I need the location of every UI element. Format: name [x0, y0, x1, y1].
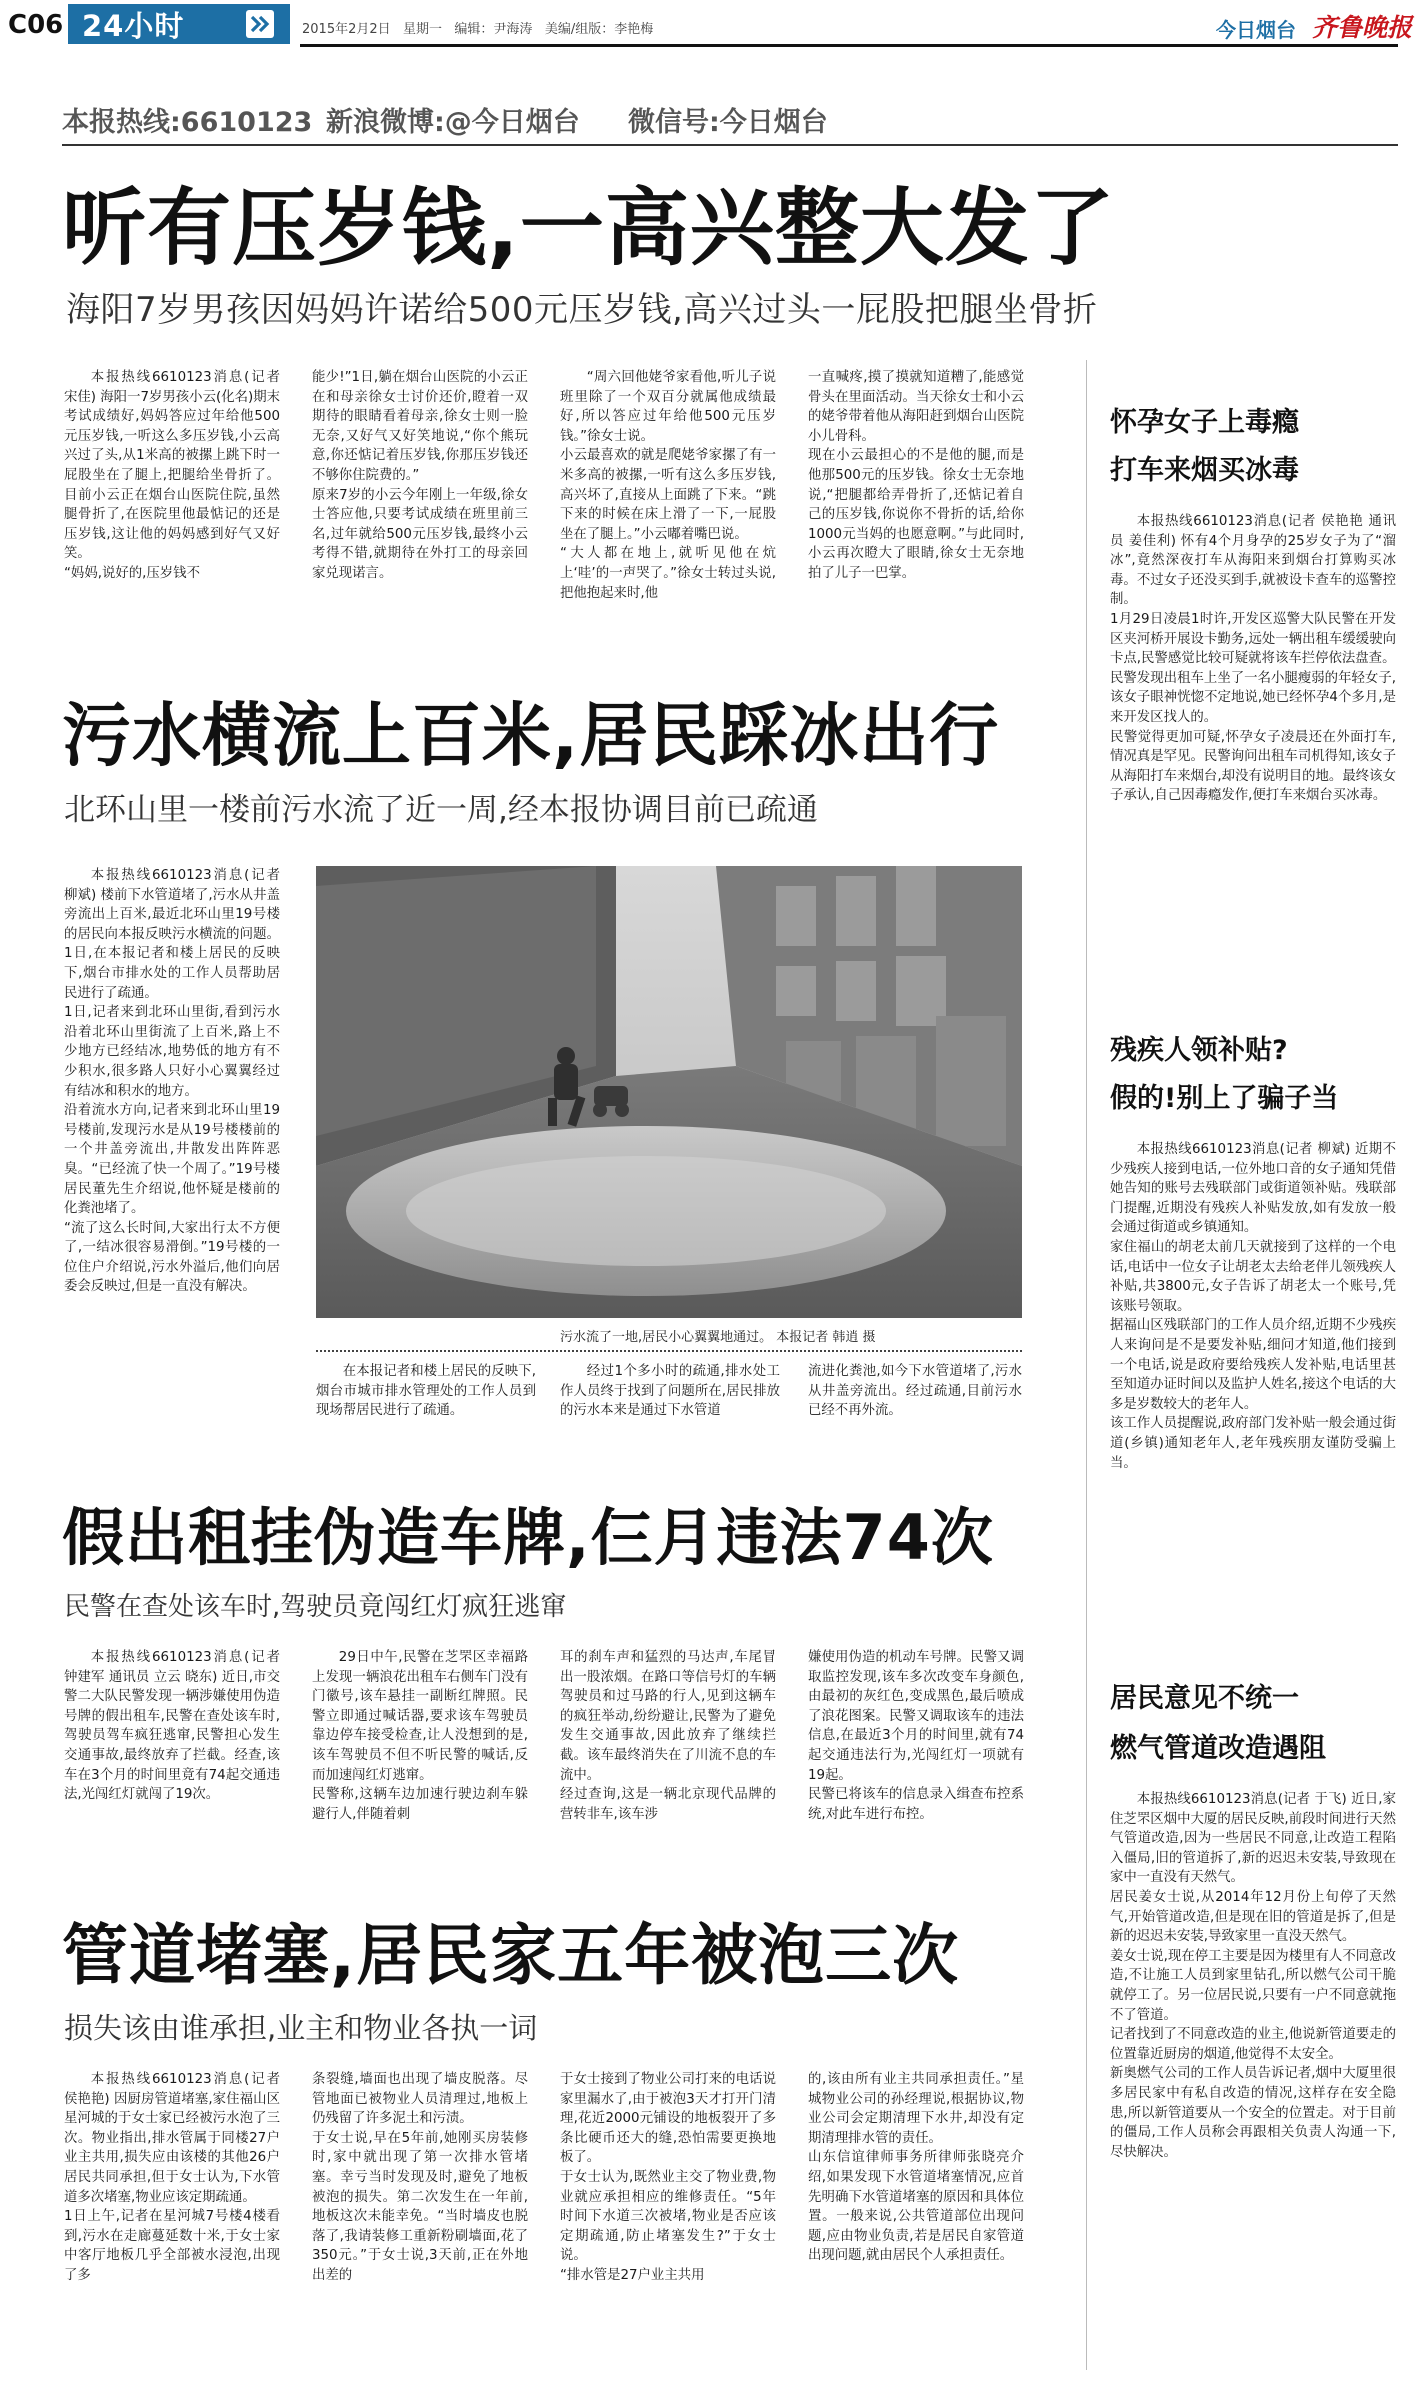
story2-headline: 污水横流上百米,居民踩冰出行: [62, 696, 1000, 776]
story3-col1-text: 本报热线6610123消息(记者 钟建军 通讯员 立云 晓东) 近日,市交警二大队民警发现一辆涉嫌使用伪造号牌的假出租车,民警在查处该车时,驾驶员驾车疯狂逃窜,民警担心发生交通事故,最终放弃了拦截。经查,该车在3个月的时间里竟有74起交通违法,光闯红灯就闯了19次。: [64, 1650, 280, 1803]
story3-col2: [312, 1648, 528, 1884]
story4-col2-text: 条裂缝,墙面也出现了墙皮脱落。尽管地面已被物业人员清理过,地板上仍残留了许多泥土和污渍。 于女士说,早在5年前,她刚买房装修时,家中就出现了第一次排水管堵塞。幸亏当时发现及时,避免了地板被泡的损失。第二次发生在一年前,地板这次未能幸免。“当时墙皮也脱落了,我请装修工重新粉刷墙面,花了350元。”于女士说,3天前,正在外地出差的: [312, 2072, 528, 2283]
story3-col2-text: 29日中午,民警在芝罘区幸福路上发现一辆浪花出租车右侧车门没有门徽号,该车悬挂一副断红牌照。民警立即通过喊话器,要求该车驾驶员靠边停车接受检查,让人没想到的是,该车驾驶员不但不听民警的喊话,反而加速闯红灯逃窜。 民警称,这辆车边加速行驶边刹车躲避行人,伴随着刺: [312, 1650, 528, 1822]
header-rule: [300, 44, 1398, 47]
side3-body: [1110, 1790, 1396, 2370]
side2-title-line1: 残疾人领补贴?: [1110, 1035, 1288, 1066]
story3-col3-text: 耳的刹车声和猛烈的马达声,车尾冒出一股浓烟。在路口等信号灯的车辆驾驶员和过马路的行人,见到这辆车的疯狂举动,纷纷避让,民警为了避免发生交通事故,因此放弃了继续拦截。该车最终消失在了川流不息的车流中。 经过查询,这是一辆北京现代品牌的营转非车,该车涉: [560, 1650, 776, 1822]
story4-col1-text: 本报热线6610123消息(记者 侯艳艳) 因厨房管道堵塞,家住福山区星河城的于女士家已经被污水泡了三次。物业指出,排水管属于同楼27户业主共用,损失应由该楼的其他26户居民共同承担,但于女士认为,下水管道多次堵塞,物业应该定期疏通。 1日上午,记者在星河城7号楼4楼看到,污水在走廊蔓延数十米,于女士家中客厅地板几乎全部被水浸泡,出现了多: [64, 2072, 280, 2283]
story1-col3-text: “周六回他姥爷家看他,听儿子说班里除了一个双百分就属他成绩最好,所以答应过年给他500元压岁钱。”徐女士说。 小云最喜欢的就是爬姥爷家摞了有一米多高的被摞,一听有这么多压岁钱,高兴坏了,直接从上面跳了下来。“跳下来的时候在床上滑了一下,一屁股坐在了腿上。”小云嘟着嘴巴说。 “大人都在地上,就听见他在炕上‘哇’的一声哭了。”徐女士转过头说,把他抱起来时,他: [560, 370, 776, 601]
photo-caption: 污水流了一地,居民小心翼翼地通过。 本报记者 韩逍 摄: [560, 1330, 876, 1345]
section-label: 24小时: [82, 8, 185, 43]
story4-subhead: 损失该由谁承担,业主和物业各执一词: [64, 2011, 538, 2045]
story2-col2-text: 在本报记者和楼上居民的反映下,烟台市城市排水管理处的工作人员到现场帮居民进行了疏通。: [316, 1364, 536, 1419]
story3-subhead: 民警在查处该车时,驾驶员竟闯红灯疯狂逃窜: [64, 1592, 567, 1622]
story3-col3: [560, 1648, 776, 1884]
story2-col2: [316, 1362, 536, 1458]
story3-col1: [64, 1648, 280, 1884]
story4-headline: 管道堵塞,居民家五年被泡三次: [62, 1917, 960, 1994]
story1-col1-text: 本报热线6610123消息(记者 宋佳) 海阳一7岁男孩小云(化名)期末考试成绩好,妈妈答应过年给他500元压岁钱,一听这么多压岁钱,小云高兴过了头,从1米高的被摞上跳下时一屁股坐在了腿上,把腿给坐骨折了。目前小云正在烟台山医院住院,虽然腿骨折了,在医院里他最惦记的还是压岁钱,这让他的妈妈感到好气又好笑。 “妈妈,说好的,压岁钱不: [64, 370, 280, 581]
section-banner: [68, 4, 290, 44]
wechat: 微信号:今日烟台: [628, 107, 828, 138]
story4-col1: [64, 2070, 280, 2370]
story1-col4: [808, 368, 1024, 646]
street-photo: [316, 866, 1022, 1318]
side1-body-text: 本报热线6610123消息(记者 侯艳艳 通讯员 姜佳利) 怀有4个月身孕的25岁女子为了“溜冰”,竟然深夜打车从海阳来到烟台打算购买冰毒。不过女子还没买到手,就被设卡查车的巡警控制。 1月29日凌晨1时许,开发区巡警大队民警在开发区夹河桥开展设卡勤务,远处一辆出租车缓缓驶向卡点,民警感觉比较可疑就将该车拦停依法盘查。 民警发现出租车上坐了一名小腿瘦弱的年轻女子,该女子眼神恍惚不定地说,她已经怀孕4个多月,是来开发区找人的。 民警觉得更加可疑,怀孕女子凌晨还在外面打车,情况真是罕见。民警询问出租车司机得知,该女子从海阳打车来烟台,却没有说明目的地。最终该女子承认,自己因毒瘾发作,便打车来烟台买冰毒。: [1110, 514, 1396, 804]
side3-title-line2: 燃气管道改造遇阻: [1110, 1733, 1326, 1764]
hotline: 本报热线:6610123: [62, 107, 313, 138]
story2-subhead: 北环山里一楼前污水流了近一周,经本报协调目前已疏通: [64, 792, 818, 828]
double-chevron-icon: [246, 10, 274, 38]
story2-col3: [560, 1362, 780, 1458]
side3-body-text: 本报热线6610123消息(记者 于飞) 近日,家住芝罘区烟中大厦的居民反映,前段时间进行天然气管道改造,因为一些居民不同意,让改造工程陷入僵局,旧的管道拆了,新的迟迟未安装,导致现在家中一直没有天然气。 居民姜女士说,从2014年12月份上旬停了天然气,开始管道改造,但是现在旧的管道是拆了,但是新的迟迟未安装,导致家里一直没天然气。 姜女士说,现在停工主要是因为楼里有人不同意改造,不让施工人员到家里钻孔,所以燃气公司干脆就停工了。另一位居民说,只要有一户不同意就拖不了管道。 记者找到了不同意改造的业主,他说新管道要走的位置靠近厨房的烟道,他觉得不太安全。 新奥燃气公司的工作人员告诉记者,烟中大厦里很多居民家中有私自改造的情况,这样存在安全隐患,所以新管道要从一个安全的位置走。对于目前的僵局,工作人员称会再跟相关负责人沟通一下,尽快解决。: [1110, 1792, 1396, 2160]
side1-title-line2: 打车来烟买冰毒: [1110, 455, 1299, 486]
side3-title-line1: 居民意见不统一: [1110, 1683, 1299, 1714]
story4-col3: [560, 2070, 776, 2370]
story1-col3: [560, 368, 776, 646]
story1-col2: [312, 368, 528, 646]
side1-body: [1110, 512, 1396, 958]
story4-col3-text: 于女士接到了物业公司打来的电话说家里漏水了,由于被泡3天才打开门清理,花近2000元铺设的地板裂开了多条比硬币还大的缝,恐怕需要更换地板了。 于女士认为,既然业主交了物业费,物业就应承担相应的维修责任。“5年时间下水道三次被堵,物业是否应该定期疏通,防止堵塞发生?”于女士说。 “排水管是27户业主共用: [560, 2072, 776, 2283]
story2-col4: [808, 1362, 1022, 1458]
side1-title-line1: 怀孕女子上毒瘾: [1110, 407, 1299, 438]
story3-headline: 假出租挂伪造车牌,仨月违法74次: [62, 1501, 994, 1574]
side2-body-text: 本报热线6610123消息(记者 柳斌) 近期不少残疾人接到电话,一位外地口音的女子通知凭借她告知的账号去残联部门或街道领补贴。残联部门提醒,近期没有残疾人补贴发放,如有发放一般会通过街道或乡镇通知。 家住福山的胡老太前几天就接到了这样的一个电话,电话中一位女子让胡老太去给老伴儿领残疾人补贴,共3800元,女子告诉了胡老太一个账号,凭该账号领取。 据福山区残联部门的工作人员介绍,近期不少残疾人来询问是不是要发补贴,细问才知道,他们接到一个电话,说是政府要给残疾人发补贴,电话里甚至知道办证时间以及监护人姓名,接这个电话的大多是岁数较大的老年人。 该工作人员提醒说,政府部门发补贴一般会通过街道(乡镇)通知老年人,老年残疾朋友谨防受骗上当。: [1110, 1142, 1396, 1471]
caption-divider: [316, 1350, 1022, 1352]
side2-title-line2: 假的!别上了骗子当: [1110, 1083, 1339, 1114]
brand-logo: 齐鲁晚报: [1312, 13, 1413, 42]
story1-col2-text: 能少!”1日,躺在烟台山医院的小云正在和母亲徐女士讨价还价,瞪着一双期待的眼睛看着母亲,徐女士则一脸无奈,又好气又好笑地说,“你个熊玩意,你还惦记着压岁钱,你那压岁钱还不够你住院费的。” 原来7岁的小云今年刚上一年级,徐女士答应他,只要考试成绩在班里前三名,过年就给500元压岁钱,最终小云考得不错,就期待在外打工的母亲回家兑现诺言。: [312, 370, 528, 581]
story3-col4: [808, 1648, 1024, 1884]
story1-col4-text: 一直喊疼,摸了摸就知道糟了,能感觉骨头在里面活动。当天徐女士和小云的姥爷带着他从海阳赶到烟台山医院小儿骨科。 现在小云最担心的不是他的腿,而是他那500元的压岁钱。徐女士无奈地说,“把腿都给弄骨折了,还惦记着自己的压岁钱,你说你不骨折的话,给你1000元当妈的也愿意啊。”与此同时,小云再次瞪大了眼睛,徐女士无奈地拍了儿子一巴掌。: [808, 370, 1024, 581]
story1-headline: 听有压岁钱,一高兴整大发了: [62, 179, 1115, 277]
story1-subhead: 海阳7岁男孩因妈妈许诺给500元压岁钱,高兴过头一屁股把腿坐骨折: [66, 290, 1098, 330]
dateline: 2015年2月2日 星期一 编辑：尹海涛 美编/组版：李艳梅: [302, 22, 654, 37]
edition-label: 今日烟台: [1216, 18, 1296, 42]
story2-col1: [64, 866, 280, 1458]
weibo: 新浪微博:@今日烟台: [326, 107, 580, 138]
story1-col1: [64, 368, 280, 646]
story2-col3-text: 经过1个多小时的疏通,排水处工作人员终于找到了问题所在,居民排放的污水本来是通过下水管道: [560, 1364, 780, 1419]
sidebar-divider: [1086, 360, 1087, 2370]
story2-col4-text: 流进化粪池,如今下水管道堵了,污水从井盖旁流出。经过疏通,目前污水已经不再外流。: [808, 1364, 1022, 1419]
contact-rule: [62, 144, 1398, 146]
story4-col2: [312, 2070, 528, 2370]
story2-col1-text: 本报热线6610123消息(记者 柳斌) 楼前下水管道堵了,污水从井盖旁流出上百米,最近北环山里19号楼的居民向本报反映污水横流的问题。1日,在本报记者和楼上居民的反映下,烟台市排水处的工作人员帮助居民进行了疏通。 1日,记者来到北环山里街,看到污水沿着北环山里街流了上百米,路上不少地方已经结冰,地势低的地方有不少积水,很多路人只好小心翼翼经过有结冰和积水的地方。 沿着流水方向,记者来到北环山里19号楼前,发现污水是从19号楼楼前的一个井盖旁流出,井散发出阵阵恶臭。“已经流了快一个周了。”19号楼居民董先生介绍说,他怀疑是楼前的化粪池堵了。 “流了这么长时间,大家出行太不方便了,一结冰很容易滑倒。”19号楼的一位住户介绍说,污水外溢后,他们向居委会反映过,但是一直没有解决。: [64, 868, 280, 1295]
page-number: C06: [8, 10, 64, 40]
story4-col4: [808, 2070, 1024, 2370]
story3-col4-text: 嫌使用伪造的机动车号牌。民警又调取监控发现,该车多次改变车身颜色,由最初的灰红色,变成黑色,最后喷成了浪花图案。民警又调取该车的违法信息,在最近3个月的时间里,就有74起交通违法行为,光闯红灯一项就有19起。 民警已将该车的信息录入缉查布控系统,对此车进行布控。: [808, 1650, 1024, 1822]
story4-col4-text: 的,该由所有业主共同承担责任。”星城物业公司的孙经理说,根据协议,物业公司会定期清理下水井,却没有定期清理排水管的责任。 山东信谊律师事务所律师张晓亮介绍,如果发现下水管道堵塞情况,应首先明确下水管道堵塞的原因和具体位置。一般来说,公共管道部位出现问题,应由物业负责,若是居民自家管道出现问题,就由居民个人承担责任。: [808, 2072, 1024, 2264]
side2-body: [1110, 1140, 1396, 1620]
